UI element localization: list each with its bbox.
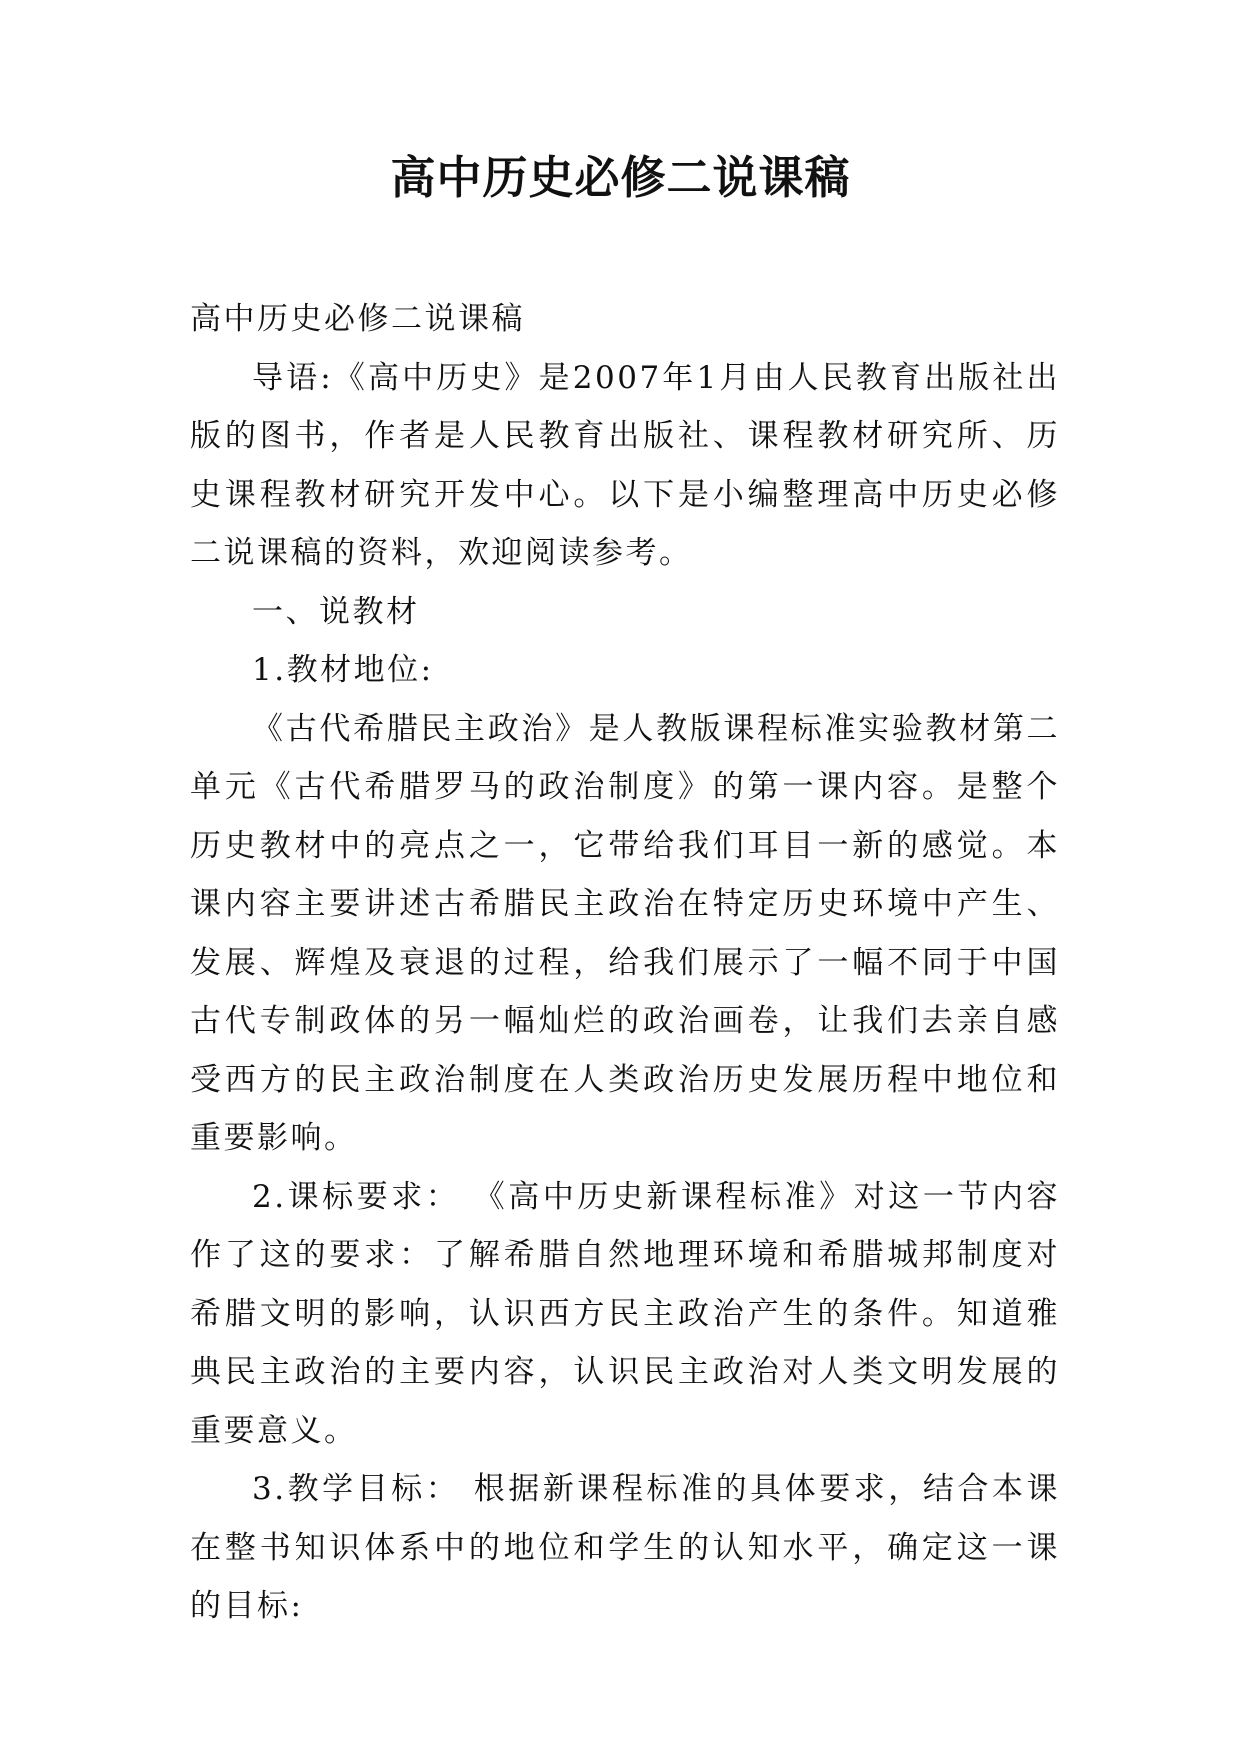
subheading-textbook-position: 1.教材地位: [252,652,434,688]
paragraph-teaching-goals: 3.教学目标： 根据新课程标准的具体要求，结合本课在整书知识体系中的地位和学生的认知水平，确定这一课的目标: [190,1471,1060,1624]
section-heading-textbook: 一、说教材 [252,593,420,630]
document-title: 高中历史必修二说课稿 [390,151,851,204]
paragraph-textbook-position: 《古代希腊民主政治》是人教版课程标准实验教材第二单元《古代希腊罗马的政治制度》的第一课内容。是整个历史教材中的亮点之一，它带给我们耳目一新的感觉。本课内容主要讲述古希腊民主政治在特定历史环境中产生、发展、辉煌及衰退的过程，给我们展示了一幅不同于中国古代专制政体的另一幅灿烂的政治画卷，让我们去亲自感受西方的民主政治制度在人类政治历史发展历程中地位和重要影响。 [190,710,1060,1156]
paragraph-curriculum-requirements: 2.课标要求： 《高中历史新课程标准》对这一节内容作了这的要求：了解希腊自然地理环境和希腊城邦制度对希腊文明的影响，认识西方民主政治产生的条件。知道雅典民主政治的主要内容，认识民主政治对人类文明发展的重要意义。 [190,1178,1060,1449]
document-body [190,290,1060,1636]
paragraph-subtitle: 高中历史必修二说课稿 [190,301,525,337]
paragraph-intro: 导语:《高中历史》是2007年1月由人民教育出版社出版的图书，作者是人民教育出版社、课程教材研究所、历史课程教材研究开发中心。以下是小编整理高中历史必修二说课稿的资料，欢迎阅读参考。 [190,359,1060,571]
